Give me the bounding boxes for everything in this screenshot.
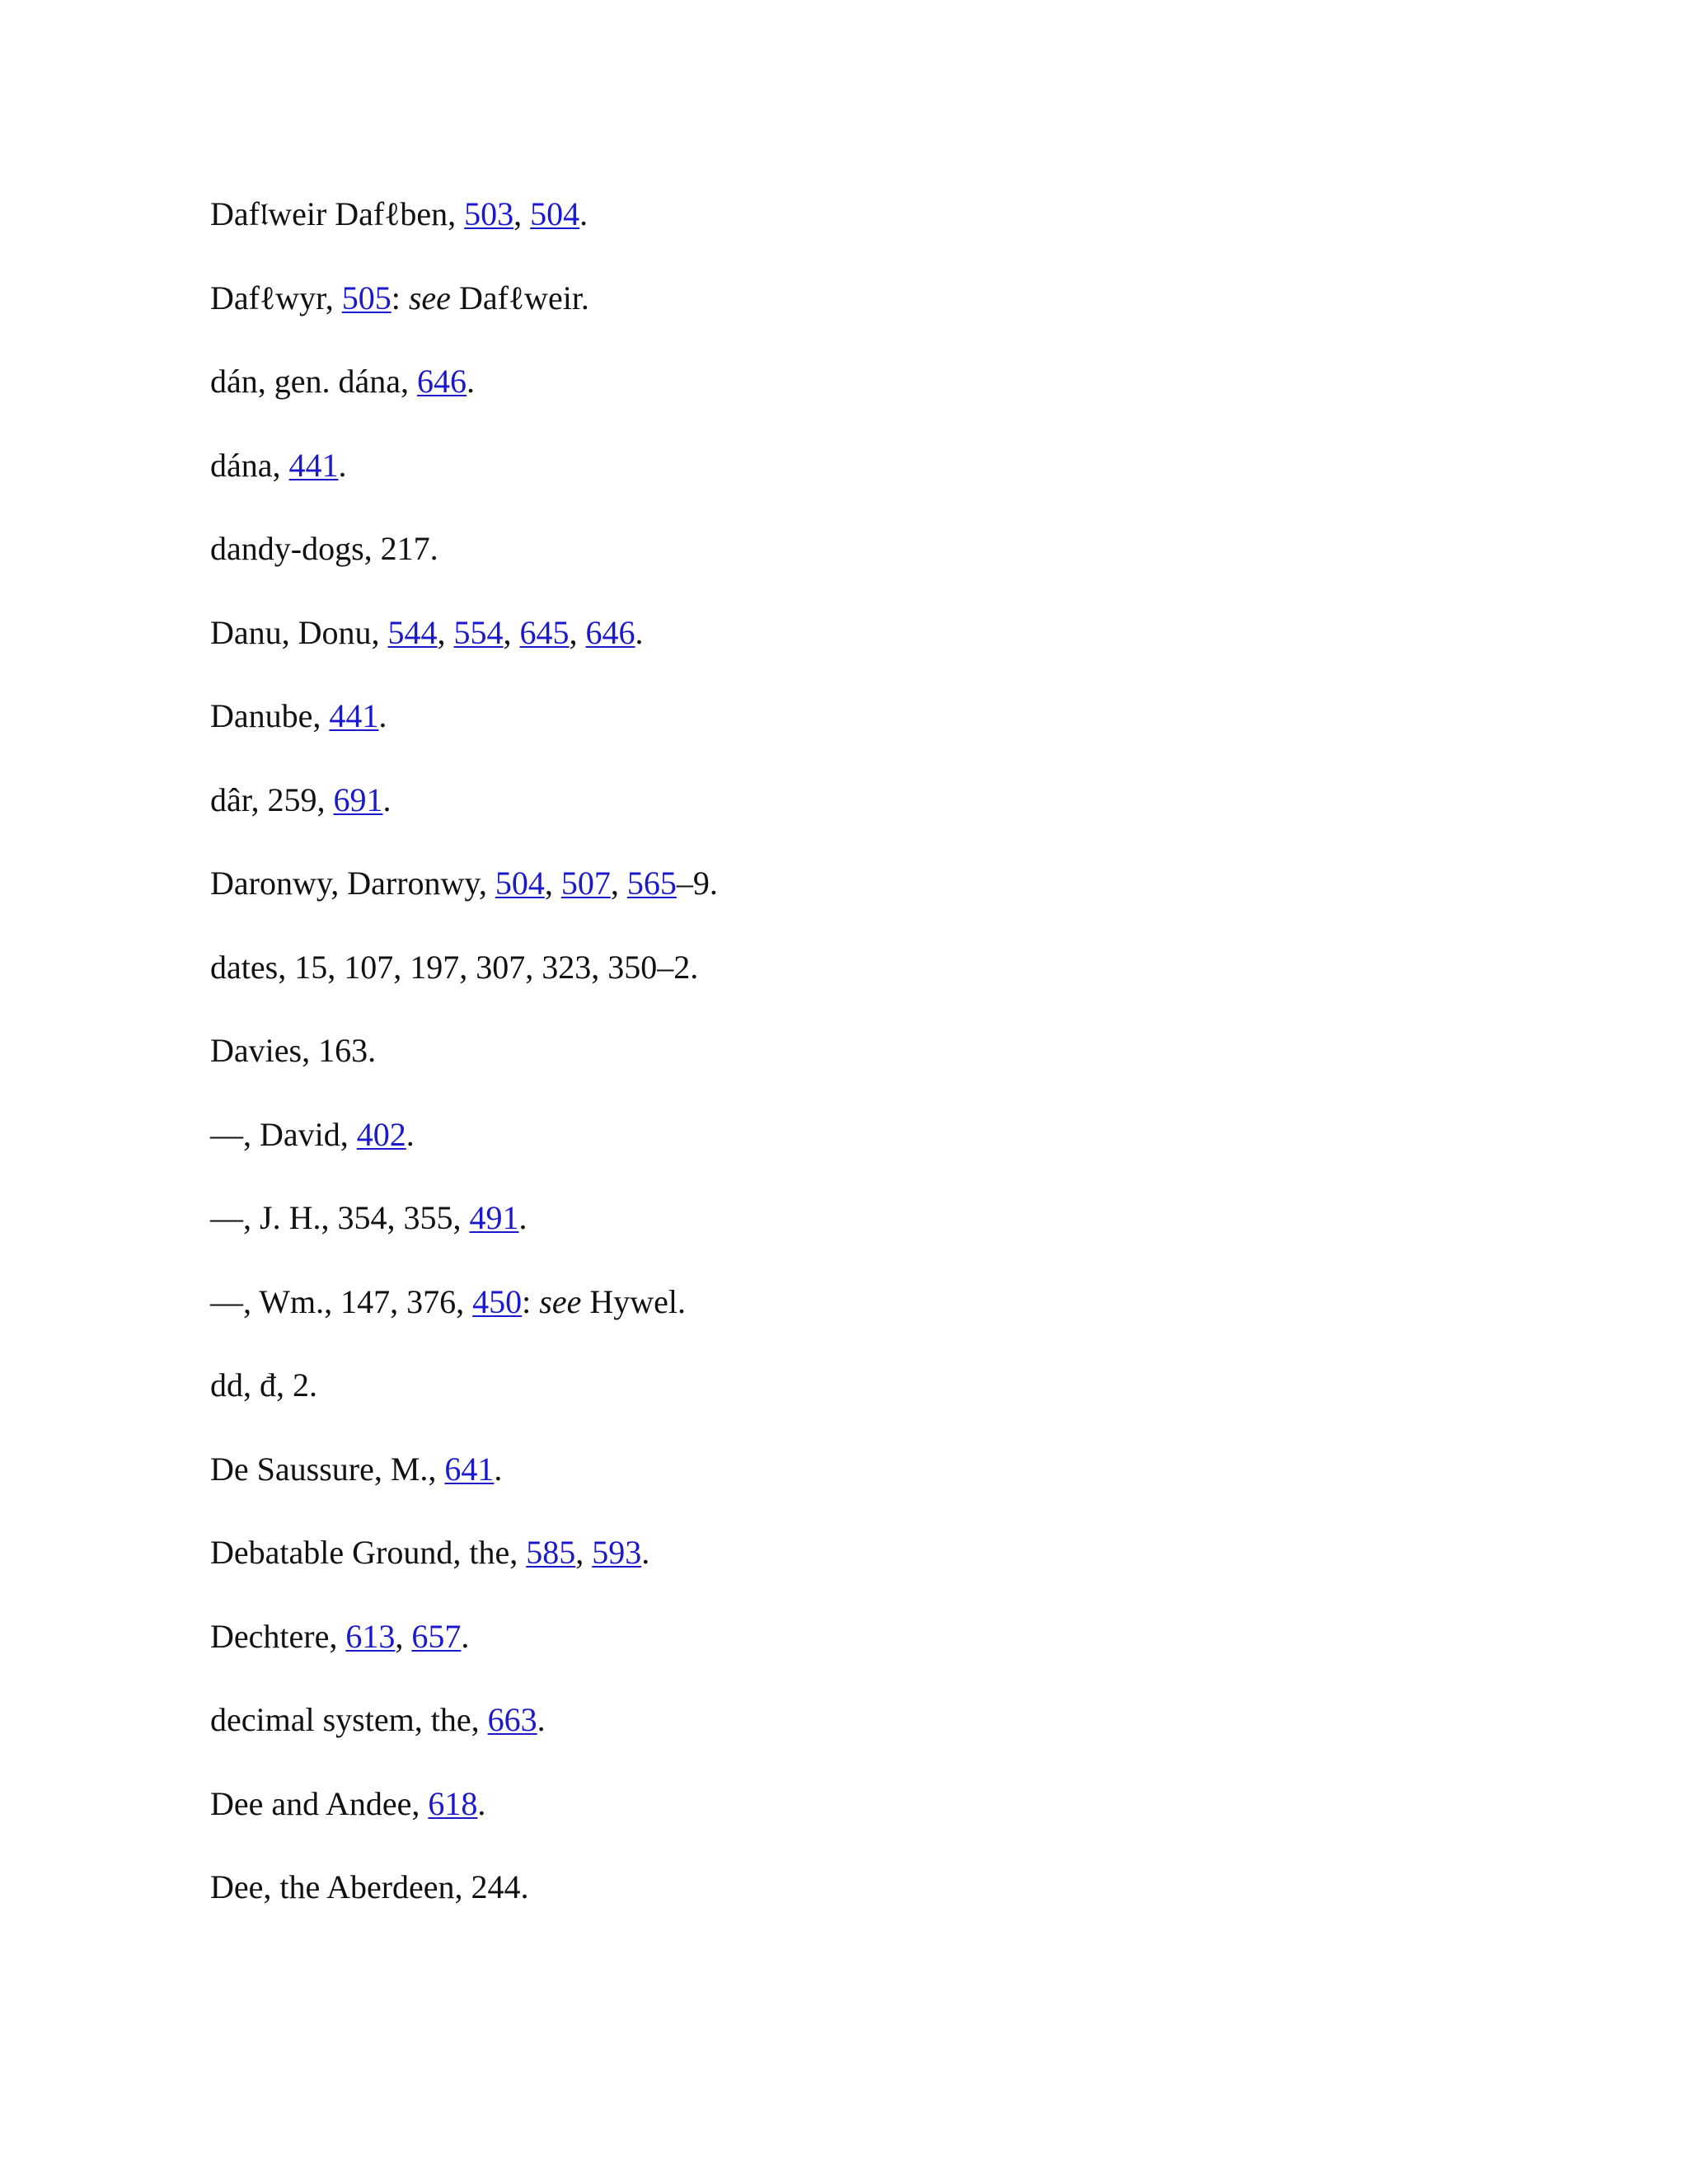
entry-text: dates, 15, 107, 197, 307, 323, 350–2. <box>210 948 699 986</box>
index-entry <box>210 1195 1611 1241</box>
page-reference-link[interactable]: 645 <box>519 613 570 651</box>
page-reference-link[interactable]: 593 <box>592 1534 642 1571</box>
index-entry <box>210 191 1611 237</box>
entry-text: , <box>575 1534 593 1571</box>
entry-text: . <box>467 363 476 400</box>
entry-text: Debatable Ground, the, <box>210 1534 527 1571</box>
page-reference-link[interactable]: 646 <box>417 363 467 400</box>
index-entry <box>210 610 1611 656</box>
entry-text: Hywel. <box>581 1282 686 1320</box>
entry-text: decimal system, the, <box>210 1701 488 1738</box>
index-entry <box>210 777 1611 823</box>
entry-text: . <box>641 1534 650 1571</box>
entry-text: Dechtere, <box>210 1617 346 1655</box>
entry-text: Davies, 163. <box>210 1032 377 1069</box>
entry-text: –9. <box>676 865 718 902</box>
page-reference-link[interactable]: 544 <box>387 613 438 651</box>
entry-text: . <box>635 613 644 651</box>
entry-text: Dafℓweir. <box>450 279 589 316</box>
see-reference-text: see <box>408 279 451 316</box>
index-entry <box>210 443 1611 489</box>
entry-text: De Saussure, M., <box>210 1450 445 1488</box>
page-reference-link[interactable]: 554 <box>453 613 504 651</box>
entry-text: —, J. H., 354, 355, <box>210 1199 470 1236</box>
index-page <box>210 191 1611 1948</box>
entry-text: Danube, <box>210 697 330 734</box>
index-entry <box>210 1362 1611 1408</box>
page-reference-link[interactable]: 503 <box>464 195 514 232</box>
entry-text: dána, <box>210 446 289 484</box>
page-reference-link[interactable]: 641 <box>444 1450 495 1488</box>
page-reference-link[interactable]: 646 <box>585 613 635 651</box>
index-entry <box>210 1279 1611 1325</box>
entry-text: : <box>391 279 409 316</box>
index-entry <box>210 1028 1611 1074</box>
entry-text: Dee, the Aberdeen, 244. <box>210 1868 529 1905</box>
entry-text: : <box>522 1282 540 1320</box>
page-reference-link[interactable]: 691 <box>333 780 383 818</box>
entry-text: , <box>395 1617 412 1655</box>
page-reference-link[interactable]: 450 <box>472 1282 523 1320</box>
entry-text: . <box>579 195 588 232</box>
entry-text: Danu, Donu, <box>210 613 388 651</box>
page-reference-link[interactable]: 613 <box>345 1617 396 1655</box>
page-reference-link[interactable]: 505 <box>341 279 392 316</box>
index-entry <box>210 1530 1611 1576</box>
page-reference-link[interactable]: 657 <box>411 1617 462 1655</box>
entry-text: . <box>518 1199 528 1236</box>
entry-text: Daronwy, Darronwy, <box>210 865 495 902</box>
index-entry <box>210 1864 1611 1910</box>
page-reference-link[interactable]: 585 <box>526 1534 576 1571</box>
index-entry <box>210 693 1611 739</box>
entry-text: Dafℓwyr, <box>210 279 342 316</box>
page-reference-link[interactable]: 441 <box>288 446 339 484</box>
index-entry <box>210 1697 1611 1743</box>
entry-text: . <box>494 1450 503 1488</box>
entry-text: . <box>382 780 392 818</box>
entry-text: , <box>610 865 627 902</box>
entry-text: , <box>513 195 531 232</box>
entry-text: . <box>461 1617 470 1655</box>
entry-text: , <box>437 613 454 651</box>
index-entry <box>210 944 1611 991</box>
index-entry <box>210 526 1611 572</box>
entry-text: . <box>477 1784 486 1822</box>
page-reference-link[interactable]: 663 <box>487 1701 537 1738</box>
page-reference-link[interactable]: 507 <box>560 865 611 902</box>
page-reference-link[interactable]: 402 <box>356 1115 406 1153</box>
entry-text: dd, đ, 2. <box>210 1366 317 1404</box>
entry-text: —, Wm., 147, 376, <box>210 1282 473 1320</box>
entry-text: dán, gen. dána, <box>210 363 418 400</box>
index-entry <box>210 359 1611 405</box>
page-reference-link[interactable]: 565 <box>626 865 677 902</box>
index-entry <box>210 860 1611 907</box>
entry-text: , <box>544 865 561 902</box>
index-entry <box>210 1112 1611 1158</box>
entry-text: , <box>569 613 586 651</box>
page-reference-link[interactable]: 491 <box>469 1199 519 1236</box>
entry-text: . <box>406 1115 415 1153</box>
page-reference-link[interactable]: 618 <box>428 1784 478 1822</box>
index-entry <box>210 275 1611 321</box>
entry-text: —, David, <box>210 1115 357 1153</box>
page-reference-link[interactable]: 441 <box>329 697 379 734</box>
see-reference-text: see <box>539 1282 582 1320</box>
entry-text: , <box>503 613 520 651</box>
entry-text: . <box>378 697 387 734</box>
page-reference-link[interactable]: 504 <box>530 195 580 232</box>
entry-text: dâr, 259, <box>210 780 334 818</box>
entry-text: Dee and Andee, <box>210 1784 429 1822</box>
entry-text: . <box>338 446 347 484</box>
entry-text: Daf𝔩weir Dafℓben, <box>210 195 465 232</box>
index-entry <box>210 1446 1611 1493</box>
index-entry <box>210 1781 1611 1827</box>
page-reference-link[interactable]: 504 <box>495 865 545 902</box>
entry-text: dandy-dogs, 217. <box>210 530 438 567</box>
entry-text: . <box>537 1701 546 1738</box>
index-entry <box>210 1614 1611 1660</box>
